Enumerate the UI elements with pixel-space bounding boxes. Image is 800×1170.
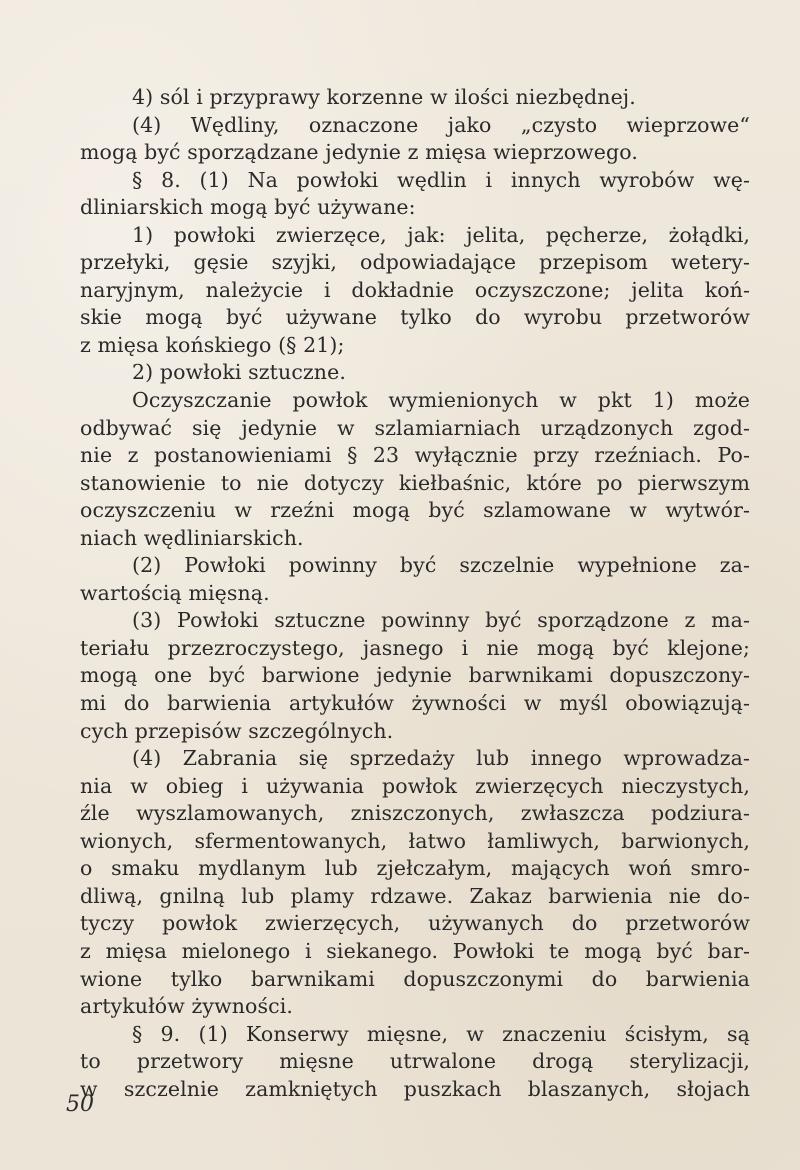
text-line: (3) Powłoki sztuczne powinny być sporządzone z ma- [132,608,750,633]
text-line: mogą one być barwione jedynie barwnikami dopuszczony- [80,663,750,688]
text-line: z mięsa końskiego (§ 21); [80,332,345,357]
text-line: 1) powłoki zwierzęce, jak: jelita, pęcherze, żołądki, [132,222,750,247]
text-line: naryjnym, należycie i dokładnie oczyszczone; jelita koń- [80,277,750,302]
text-line: teriału przezroczystego, jasnego i nie mogą być klejone; [80,635,750,660]
text-line: § 9. (1) Konserwy mięsne, w znaczeniu ścisłym, są [132,1021,750,1046]
text-line: (4) Zabrania się sprzedaży lub innego wprowadza- [132,746,750,771]
text-line: 2) powłoki sztuczne. [132,360,346,385]
text-line: przełyki, gęsie szyjki, odpowiadające przepisom wetery- [80,250,750,275]
text-line: (4) Wędliny, oznaczone jako „czysto wieprzowe“ [132,112,750,137]
text-line: wartością mięsną. [80,580,270,605]
text-line: § 8. (1) Na powłoki wędlin i innych wyrobów wę- [132,167,750,192]
text-line: niach wędliniarskich. [80,525,304,550]
text-line: artykułów żywności. [80,994,293,1019]
text-line: o smaku mydlanym lub zjełczałym, mających woń smro- [80,856,750,881]
text-line: dliwą, gnilną lub plamy rdzawe. Zakaz barwienia nie do- [80,883,750,908]
body-text [0,84,800,1103]
text-line: mi do barwienia artykułów żywności w myśl obowiązują- [80,691,750,716]
text-line: tyczy powłok zwierzęcych, używanych do przetworów [80,911,750,936]
text-line: (2) Powłoki powinny być szczelnie wypełnione za- [132,553,750,578]
text-line: z mięsa mielonego i siekanego. Powłoki te mogą być bar- [80,938,750,963]
text-line: w szczelnie zamkniętych puszkach blaszanych, słojach [80,1076,750,1101]
text-line: mogą być sporządzane jedynie z mięsa wieprzowego. [80,140,638,165]
text-line: stanowienie to nie dotyczy kiełbaśnic, które po pierwszym [80,470,750,495]
text-line: skie mogą być używane tylko do wyrobu przetworów [80,305,750,330]
page-number: 50 [66,1092,94,1117]
text-line: dliniarskich mogą być używane: [80,195,416,220]
text-line: nia w obieg i używania powłok zwierzęcych nieczystych, [80,773,750,798]
text-line: oczyszczeniu w rzeźni mogą być szlamowane w wytwór- [80,498,750,523]
text-line: źle wyszlamowanych, zniszczonych, zwłaszcza podziura- [80,801,750,826]
text-line: wione tylko barwnikami dopuszczonymi do barwienia [80,966,750,991]
text-line: odbywać się jedynie w szlamiarniach urządzonych zgod- [80,415,750,440]
text-line: wionych, sfermentowanych, łatwo łamliwych, barwionych, [80,828,750,853]
text-line: to przetwory mięsne utrwalone drogą sterylizacji, [80,1049,750,1074]
text-line: cych przepisów szczególnych. [80,718,394,743]
text-line: Oczyszczanie powłok wymienionych w pkt 1) może [132,388,750,413]
text-line: 4) sól i przyprawy korzenne w ilości niezbędnej. [132,85,636,109]
text-line: nie z postanowieniami § 23 wyłącznie przy rzeźniach. Po- [80,443,750,468]
